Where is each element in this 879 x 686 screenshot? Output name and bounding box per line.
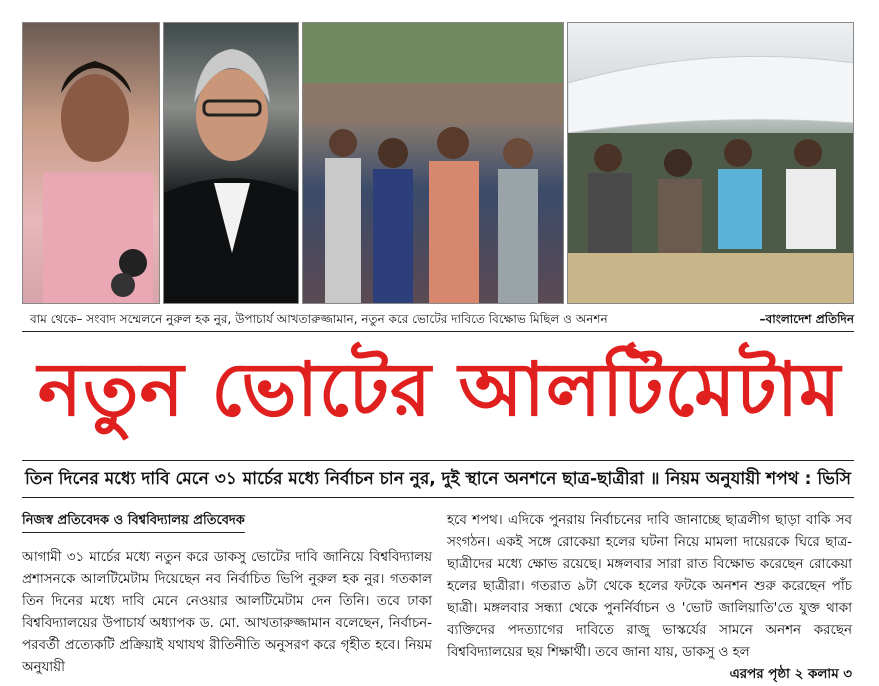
photo-nurul-haque-nur (22, 22, 160, 304)
photo-vc-akhtaruzzaman (163, 22, 299, 304)
caption-credit: –বাংলাদেশ প্রতিদিন (759, 312, 854, 326)
divider-top (22, 331, 854, 332)
article-body-right (447, 510, 852, 682)
photo-caption (22, 309, 854, 329)
headline: নতুন ভোটের আলটিমেটাম (37, 347, 842, 433)
divider-headline (22, 460, 854, 461)
subheadline: তিন দিনের মধ্যে দাবি মেনে ৩১ মার্চের মধ্যে নির্বাচন চান নুর, দুই স্থানে অনশনে ছাত্র-ছাত্রীরা ॥ নিয়ম অনুযায়ী শপথ : ভিসি (24, 469, 852, 489)
divider-subhead (22, 497, 854, 498)
article-body-right-text: হবে শপথ। এদিকে পুনরায় নির্বাচনের দাবি জানাচ্ছে ছাত্রলীগ ছাড়া বাকি সব সংগঠন। একই সঙ্গে রোকেয়া হলের ঘটনা নিয়ে মামলা দায়েরকে ঘিরে ছাত্র-ছাত্রীদের মধ্যে ক্ষোভ রয়েছে। মঙ্গলবার সারা রাত বিক্ষোভ করেছেন রোকেয়া হলের ছাত্রীরা। গতরাত ৯টা থেকে হলের ফটকে অনশন শুরু করেছেন পাঁচ ছাত্রী। মঙ্গলবার সন্ধ্যা থেকে পুনর্নির্বাচন ও 'ভোট জালিয়াতি'তে যুক্ত থাকা ব্যক্তিদের পদত্যাগের দাবিতে রাজু ভাস্কর্যের সামনে অনশন করছেন বিশ্ববিদ্যালয়ের ছয় শিক্ষার্থী। তবে জানা যায়, ডাকসু ও হল (447, 513, 852, 660)
photo-strip (22, 22, 854, 304)
photo-protest-march (302, 22, 564, 304)
byline: নিজস্ব প্রতিবেদক ও বিশ্ববিদ্যালয় প্রতিবেদক (22, 510, 245, 533)
article-body-left: আগামী ৩১ মার্চের মধ্যে নতুন করে ডাকসু ভোটের দাবি জানিয়ে বিশ্ববিদ্যালয় প্রশাসনকে আলটিমেটাম দিয়েছেন নব নির্বাচিত ভিপি নুরুল হক নুর। গতকাল তিন দিনের মধ্যে দাবি মেনে নেওয়ার আলটিমেটাম দেন তিনি। তবে ঢাকা বিশ্ববিদ্যালয়ের উপাচার্য অধ্যাপক ড. মো. আখতারুজ্জামান বলেছেন, নির্বাচন-পরবর্তী প্রত্যেকটি প্রক্রিয়াই যথাযথ রীতিনীতি অনুসরণ করে গৃহীত হবে। নিয়ম অনুযায়ী (22, 550, 432, 675)
photo-hunger-strike (567, 22, 854, 304)
caption-text: বাম থেকে– সংবাদ সম্মেলনে নুরুল হক নুর, উপাচার্য আখতারুজ্জামান, নতুন করে ভোটের দাবিতে বিক্ষোভ মিছিল ও অনশন (30, 312, 608, 326)
article-column-right (447, 510, 852, 686)
continuation-note: এরপর পৃষ্ঠা ২ কলাম ৩ (729, 667, 852, 682)
